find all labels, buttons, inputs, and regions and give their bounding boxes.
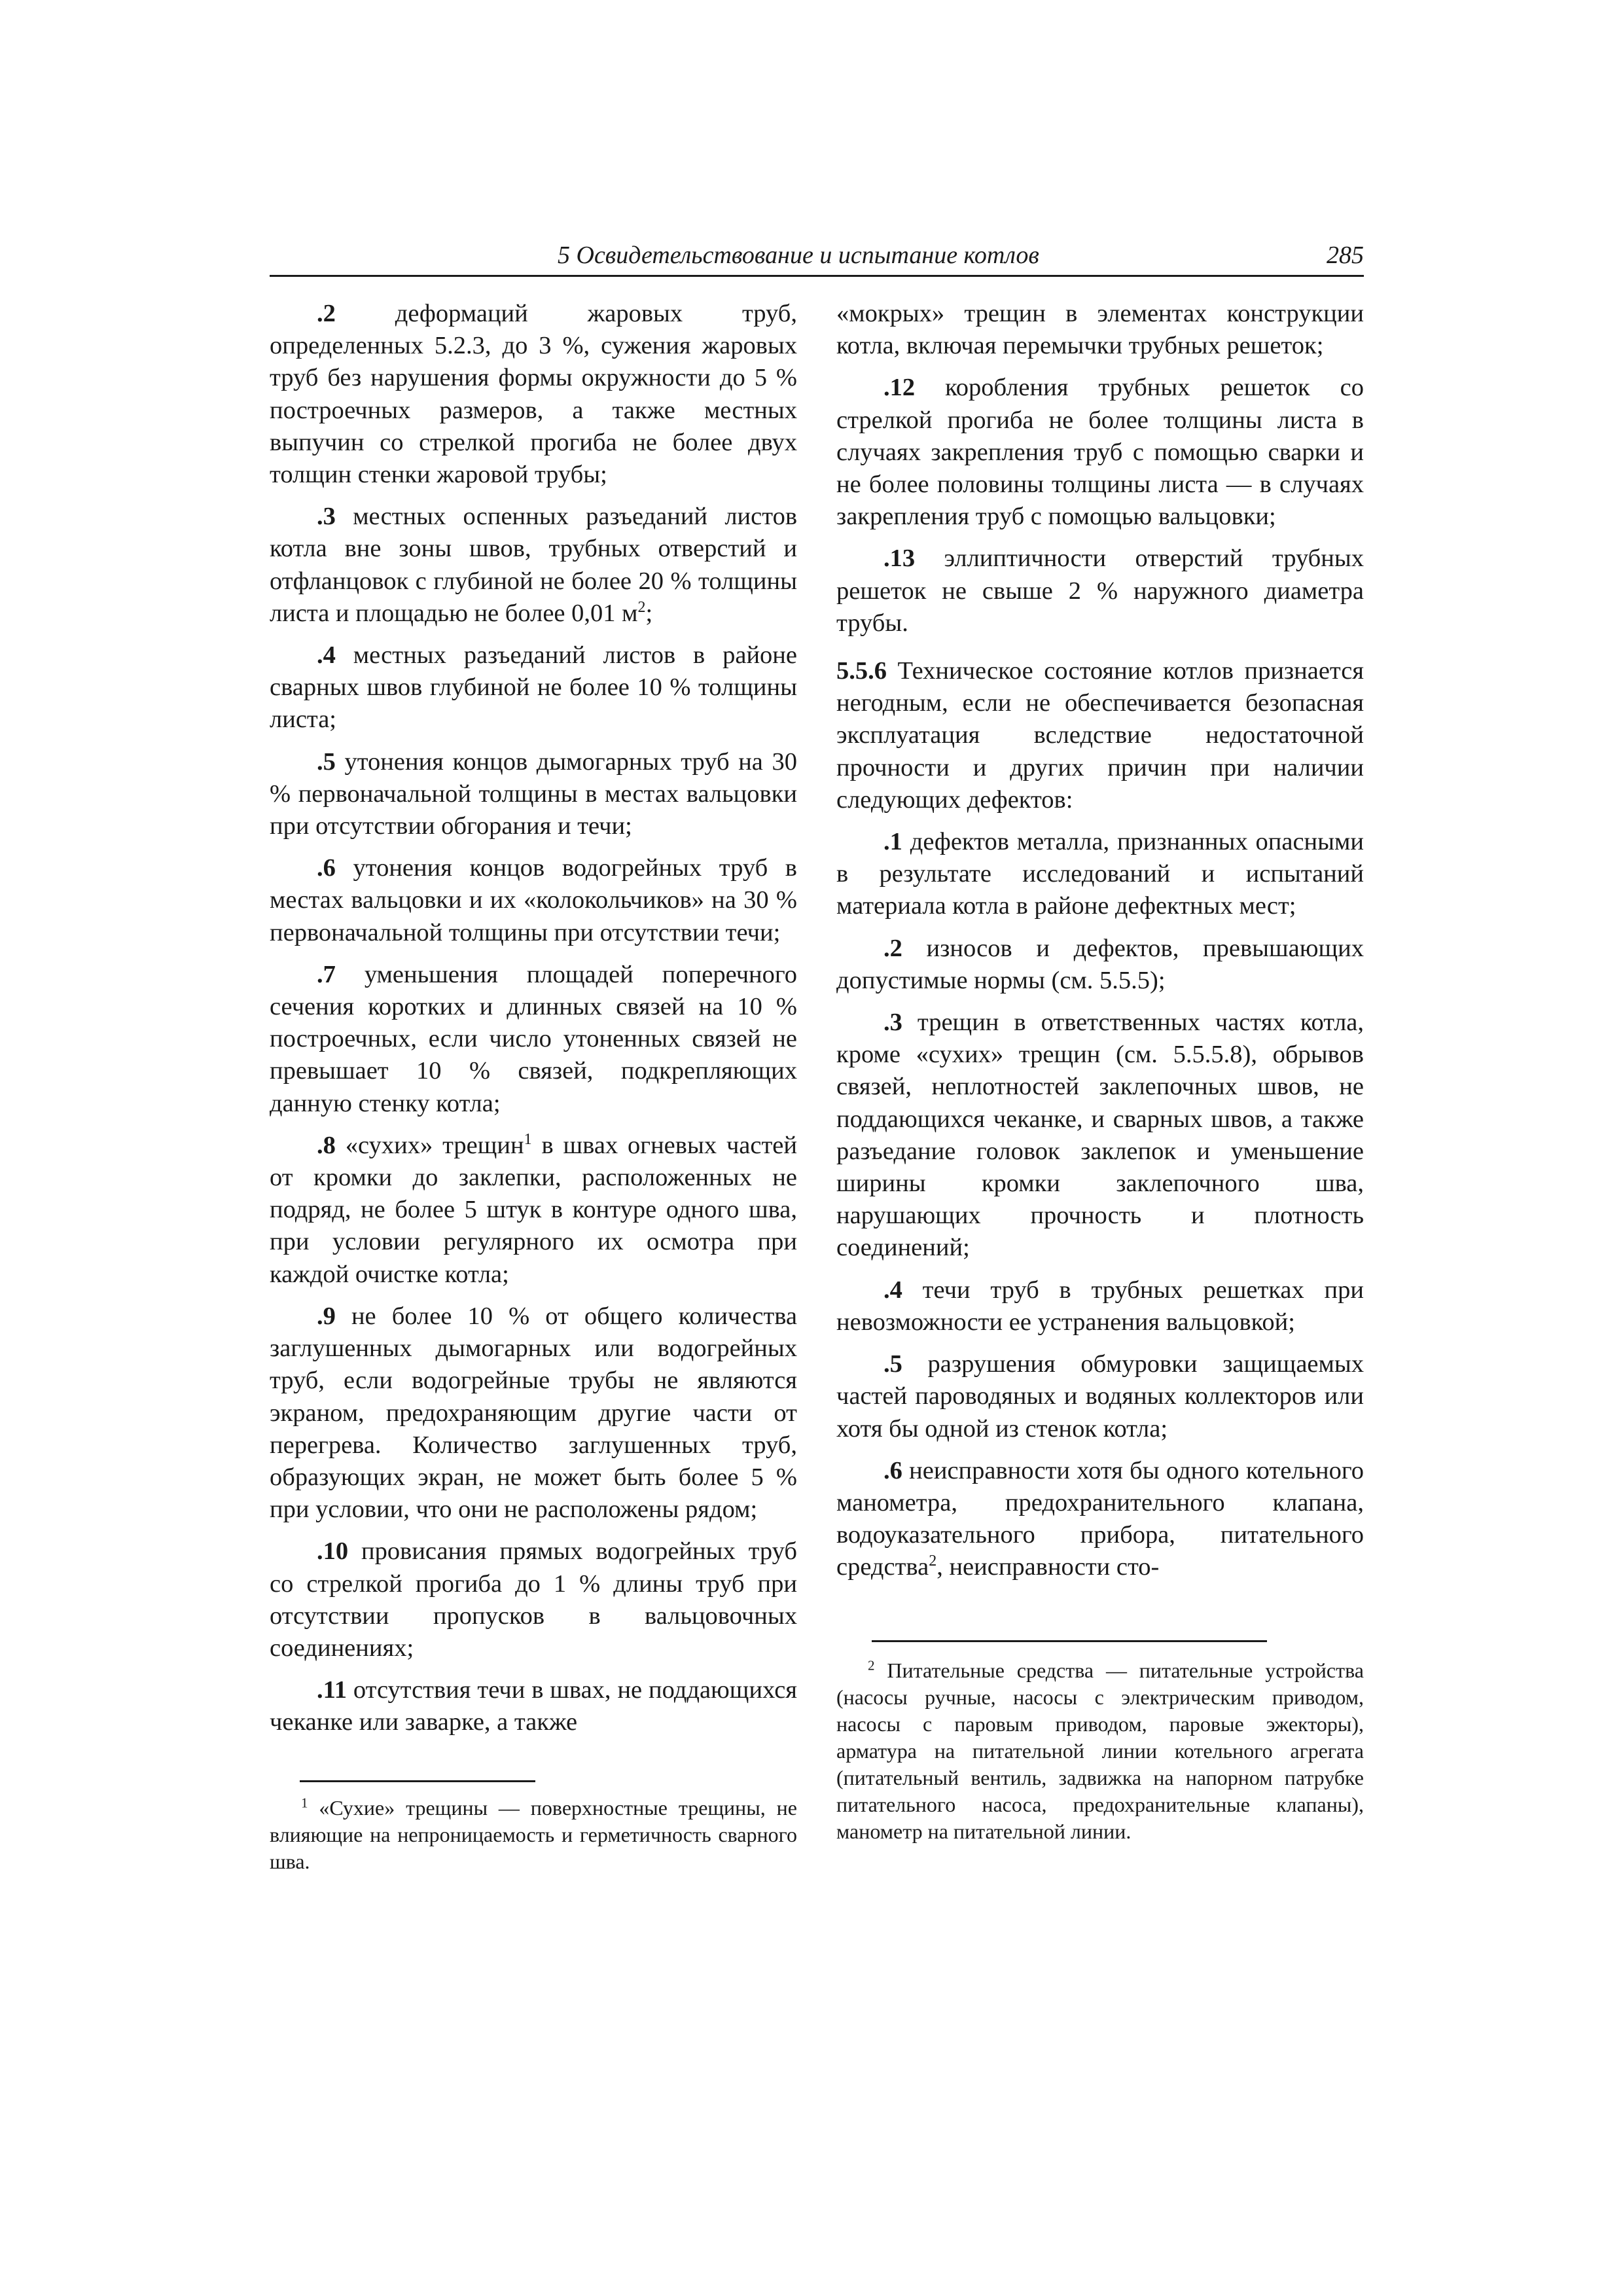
- list-item: .3 местных оспенных разъеданий листов котла вне зоны швов, трубных отверстий и отфланцовок с глубиной не более 20 % толщины листа и площадью не более 0,01 $м^2$;: [270, 503, 797, 627]
- list-item: .8 «сухих» трещин$^1$ в швах огневых частей от кромки до заклепки, расположенных не подряд, не более 5 штук в контуре одного шва, при условии регулярного их осмотра при каждой очистке котла;: [270, 1131, 798, 1288]
- footnote-ref: 2: [929, 1552, 937, 1570]
- list-item: .13 эллиптичности отверстий трубных решеток не свыше 2 % наружного диаметра трубы.: [836, 545, 1364, 637]
- footnote-rule: [872, 1640, 1267, 1642]
- footnote-1: $^1$ «Сухие» трещины — поверхностные трещины, не влияющие на непроницаемость и герметичность сварного шва.: [270, 1795, 797, 1873]
- list-item: .1 дефектов металла, признанных опасными в результате исследований и испытаний материала котла в районе дефектных мест;: [836, 828, 1364, 920]
- list-item: .11 отсутствия течи в швах, не поддающихся чеканке или заварке, а также: [270, 1676, 797, 1736]
- footnote-rule: [300, 1780, 535, 1782]
- section-5-5-6: 5.5.6 Техническое состояние котлов признается негодным, если не обеспечивается безопасная эксплуатация вследствие недостаточной прочности и других причин при наличии следующих дефектов:: [836, 657, 1364, 814]
- paragraph-continuation: «мокрых» трещин в элементах конструкции котла, включая перемычки трубных решеток;: [836, 300, 1364, 360]
- list-item: .7 уменьшения площадей поперечного сечения коротких и длинных связей на 10 % построечных, если число утоненных связей не превышает 10 % связей, подкрепляющих данную стенку котла;: [270, 960, 797, 1117]
- list-item: .6 утонения концов водогрейных труб в местах вальцовки и их «колокольчиков» на 30 % первоначальной толщины при отсутствии течи;: [270, 854, 797, 946]
- running-header: [270, 241, 1364, 275]
- header-rule: [270, 275, 1364, 277]
- list-item: .5 утонения концов дымогарных труб на 30 % первоначальной толщины в местах вальцовки при отсутствии обгорания и течи;: [270, 747, 797, 840]
- footnote-ref: 1: [524, 1131, 532, 1149]
- list-item: .4 течи труб в трубных решетках при невозможности ее устранения вальцовкой;: [836, 1276, 1364, 1336]
- list-item: .12 коробления трубных решеток со стрелкой прогиба не более толщины листа в случаях закрепления труб с помощью сварки и не более половины толщины листа — в случаях закрепления труб с помощью вальцовки;: [836, 374, 1364, 531]
- list-item: .6 неисправности хотя бы одного котельного манометра, предохранительного клапана, водоуказательного прибора, питательного средства$^2$, неисправности сто-: [836, 1456, 1364, 1581]
- footnote-2: $^2$ Питательные средства — питательные устройства (насосы ручные, насосы с электрическим приводом, насосы с паровым приводом, паровые эжекторы), арматура на питательной линии котельного агрегата (питательный вентиль, задвижка на напорном патрубке питательного насоса, предохранительные клапаны), манометр на питательной линии.: [836, 1657, 1364, 1843]
- list-item: .4 местных разъеданий листов в районе сварных швов глубиной не более 10 % толщины листа;: [270, 641, 797, 734]
- left-column: [270, 298, 797, 1749]
- list-item: .2 износов и дефектов, превышающих допустимые нормы (см. 5.5.5);: [836, 934, 1364, 994]
- list-item: .5 разрушения обмуровки защищаемых частей пароводяных и водяных коллекторов или хотя бы одной из стенок котла;: [836, 1350, 1364, 1443]
- page-number: 285: [1327, 242, 1364, 269]
- list-item: .9 не более 10 % от общего количества заглушенных дымогарных или водогрейных труб, если водогрейные трубы не являются экраном, предохраняющим другие части от перегрева. Количество заглушенных труб, образующих экран, не может быть более 5 % при условии, что они не расположены рядом;: [270, 1302, 797, 1524]
- list-item: .3 трещин в ответственных частях котла, кроме «сухих» трещин (см. 5.5.5.8), обрывов связей, неплотностей заклепочных швов, не поддающихся чеканке, и сварных швов, а также разъедание головок заклепок и уменьшение ширины кромки заклепочного шва, нарушающих прочность и плотность соединений;: [836, 1009, 1364, 1262]
- right-column: [836, 298, 1364, 1594]
- chapter-title: 5 Освидетельствование и испытание котлов: [558, 242, 1039, 269]
- list-item: .2 деформаций жаровых труб, определенных 5.2.3, до 3 %, сужения жаровых труб без нарушения формы окружности до 5 % построечных размеров, а также местных выпучин со стрелкой прогиба не более двух толщин стенки жаровой трубы;: [270, 300, 797, 489]
- list-item: .10 провисания прямых водогрейных труб со стрелкой прогиба до 1 % длины труб при отсутствии пропусков в вальцовочных соединениях;: [270, 1537, 797, 1662]
